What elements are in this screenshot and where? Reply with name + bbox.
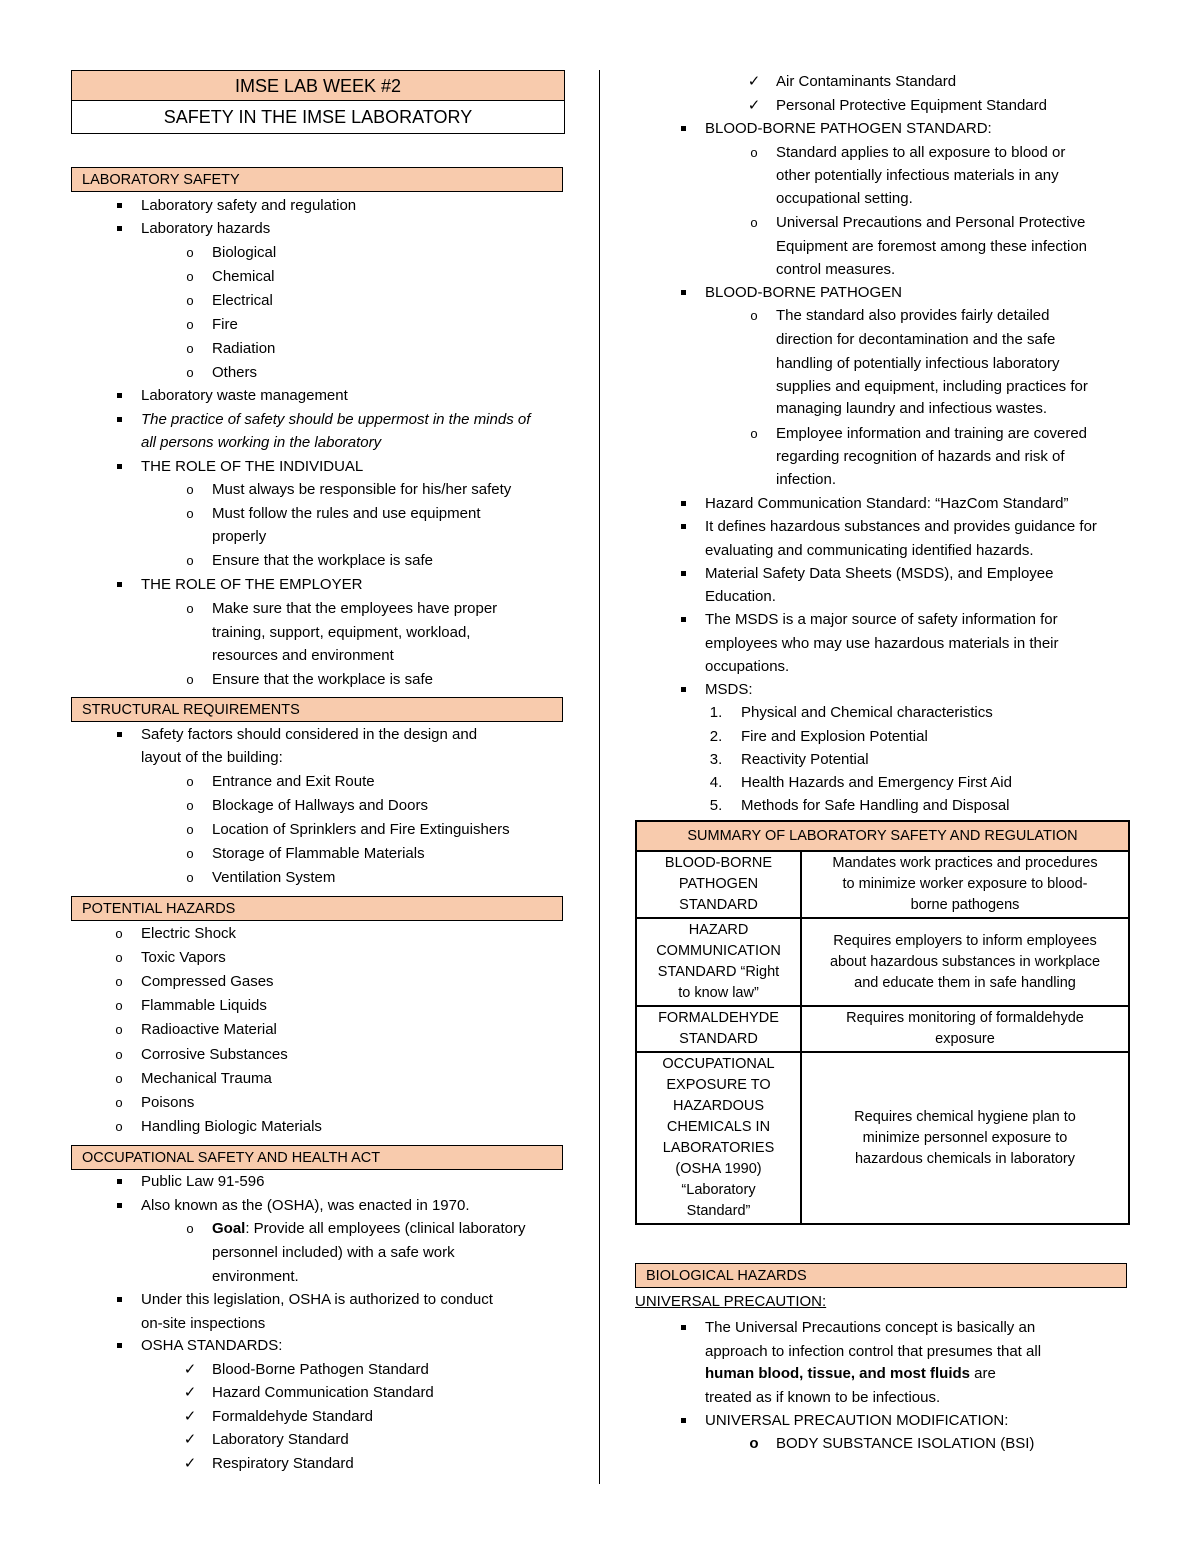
list-item: Entrance and Exit Route [212, 773, 375, 790]
square-bullet-icon [673, 1411, 693, 1423]
table-cell: Requires chemical hygiene plan to minimize personnel exposure to hazardous chemicals in laboratory [801, 1052, 1129, 1224]
square-bullet-icon [109, 1172, 129, 1184]
list-item: Fire and Explosion Potential [741, 728, 928, 745]
square-bullet-icon [673, 517, 693, 529]
list-item-continuation: direction for decontamination and the safe [776, 331, 1056, 348]
section-header-structural-requirements: STRUCTURAL REQUIREMENTS [71, 697, 563, 722]
subheading-universal-precaution: UNIVERSAL PRECAUTION: [635, 1293, 827, 1310]
circle-bullet-icon: o [115, 998, 123, 1013]
circle-bullet-icon: o [115, 1071, 123, 1086]
list-item: Reactivity Potential [741, 751, 869, 768]
checkmark-icon: ✓ [183, 1384, 197, 1401]
table-cell: Requires employers to inform employees about hazardous substances in workplace and educate them in safe handling [801, 918, 1129, 1006]
list-item: The practice of safety should be uppermost in the minds of [141, 411, 531, 428]
square-bullet-icon [673, 564, 693, 576]
list-item: Blood-Borne Pathogen Standard [212, 1361, 429, 1378]
circle-bullet-icon: o [115, 1047, 123, 1062]
list-item-continuation: employees who may use hazardous materials in their [705, 635, 1059, 652]
circle-bullet-icon: o [186, 482, 194, 497]
list-item: Laboratory hazards [141, 220, 271, 237]
list-item: The standard also provides fairly detailed [776, 307, 1050, 324]
circle-bullet-icon: o [186, 317, 194, 332]
list-item: The MSDS is a major source of safety information for [705, 611, 1058, 628]
circle-bullet-icon: o [115, 950, 123, 965]
circle-bullet-icon: o [750, 145, 758, 160]
list-item: Electric Shock [141, 925, 237, 942]
list-number: 2. [709, 728, 723, 745]
list-item: Laboratory safety and regulation [141, 197, 357, 214]
square-bullet-icon [109, 575, 129, 587]
square-bullet-icon [109, 386, 129, 398]
list-item: : Provide all employees (clinical laboratory [245, 1220, 526, 1237]
list-number: 5. [709, 797, 723, 814]
list-item-continuation: personnel included) with a safe work [212, 1244, 455, 1261]
table-row [636, 918, 1129, 1006]
list-item: UNIVERSAL PRECAUTION MODIFICATION: [705, 1412, 1009, 1429]
square-bullet-icon [673, 680, 693, 692]
list-item: Corrosive Substances [141, 1046, 288, 1063]
list-item: Laboratory waste management [141, 387, 348, 404]
list-item: Location of Sprinklers and Fire Extinguishers [212, 821, 510, 838]
list-item-continuation: on-site inspections [141, 1315, 266, 1332]
circle-bullet-icon: o [186, 293, 194, 308]
list-item: BODY SUBSTANCE ISOLATION (BSI) [776, 1435, 1035, 1452]
list-item-continuation: infection. [776, 471, 837, 488]
list-item: Handling Biologic Materials [141, 1118, 322, 1135]
list-item: Fire [212, 316, 238, 333]
checkmark-icon: ✓ [747, 97, 761, 114]
circle-bullet-icon: o [186, 798, 194, 813]
list-number: 3. [709, 751, 723, 768]
column-divider [599, 70, 600, 1484]
section-header-laboratory-safety: LABORATORY SAFETY [71, 167, 563, 192]
list-item: Biological [212, 244, 277, 261]
list-item: Toxic Vapors [141, 949, 226, 966]
list-item: Flammable Liquids [141, 997, 267, 1014]
list-item: Material Safety Data Sheets (MSDS), and Employee [705, 565, 1054, 582]
list-item: The Universal Precautions concept is basically an [705, 1319, 1036, 1336]
circle-bullet-icon: o [750, 308, 758, 323]
circle-bullet-icon: o [186, 774, 194, 789]
list-item: Employee information and training are covered [776, 425, 1088, 442]
list-item: It defines hazardous substances and provides guidance for [705, 518, 1097, 535]
list-item: BLOOD-BORNE PATHOGEN STANDARD: [705, 120, 992, 137]
circle-bullet-icon: o [186, 672, 194, 687]
list-item-continuation: Equipment are foremost among these infection [776, 238, 1088, 255]
list-item: Universal Precautions and Personal Protective [776, 214, 1086, 231]
list-item-continuation: managing laundry and infectious wastes. [776, 400, 1047, 417]
list-item: Mechanical Trauma [141, 1070, 272, 1087]
circle-bullet-icon: o [115, 1022, 123, 1037]
circle-bullet-icon: o [115, 1119, 123, 1134]
goal-label: Goal [212, 1220, 246, 1237]
checkmark-icon: ✓ [183, 1431, 197, 1448]
list-item: Blockage of Hallways and Doors [212, 797, 428, 814]
list-item: OSHA STANDARDS: [141, 1337, 283, 1354]
list-item: Personal Protective Equipment Standard [776, 97, 1047, 114]
list-number: 1. [709, 704, 723, 721]
list-item: Poisons [141, 1094, 195, 1111]
list-item: Electrical [212, 292, 273, 309]
circle-bullet-icon: o [750, 426, 758, 441]
checkmark-icon: ✓ [183, 1455, 197, 1472]
list-item: MSDS: [705, 681, 753, 698]
square-bullet-icon [109, 196, 129, 208]
circle-bullet-icon: o [186, 553, 194, 568]
checkmark-icon: ✓ [183, 1408, 197, 1425]
list-item: Compressed Gases [141, 973, 274, 990]
list-item: Storage of Flammable Materials [212, 845, 425, 862]
circle-bullet-icon: o [186, 341, 194, 356]
list-item-continuation: Education. [705, 588, 776, 605]
list-item: Radioactive Material [141, 1021, 277, 1038]
table-cell: BLOOD-BORNE PATHOGEN STANDARD [636, 851, 801, 918]
circle-bullet-icon: o [186, 365, 194, 380]
page-title: IMSE LAB WEEK #2 [71, 70, 565, 101]
square-bullet-icon [673, 494, 693, 506]
list-item-continuation: supplies and equipment, including practices for [776, 378, 1088, 395]
list-item: Hazard Communication Standard [212, 1384, 434, 1401]
list-item-continuation: all persons working in the laboratory [141, 434, 382, 451]
list-item: Health Hazards and Emergency First Aid [741, 774, 1012, 791]
section-header-biological-hazards: BIOLOGICAL HAZARDS [635, 1263, 1127, 1288]
list-item: Must always be responsible for his/her safety [212, 481, 512, 498]
circle-bullet-icon: o [186, 269, 194, 284]
square-bullet-icon [673, 1318, 693, 1330]
table-row [636, 1052, 1129, 1224]
square-bullet-icon [673, 610, 693, 622]
list-item: THE ROLE OF THE INDIVIDUAL [141, 458, 364, 475]
circle-bullet-icon: o [186, 506, 194, 521]
list-item: BLOOD-BORNE PATHOGEN [705, 284, 902, 301]
square-bullet-icon [109, 410, 129, 422]
list-item: Safety factors should considered in the design and [141, 726, 478, 743]
list-item-continuation: resources and environment [212, 647, 394, 664]
list-item: Laboratory Standard [212, 1431, 349, 1448]
table-cell: HAZARD COMMUNICATION STANDARD “Right to know law” [636, 918, 801, 1006]
checkmark-icon: ✓ [183, 1361, 197, 1378]
square-bullet-icon [109, 1290, 129, 1302]
square-bullet-icon [109, 219, 129, 231]
list-item-continuation: properly [212, 528, 267, 545]
list-item: Air Contaminants Standard [776, 73, 957, 90]
circle-bullet-icon: o [186, 870, 194, 885]
list-item: Standard applies to all exposure to blood or [776, 144, 1066, 161]
circle-bullet-icon: o [186, 822, 194, 837]
list-item: Must follow the rules and use equipment [212, 505, 481, 522]
list-item-continuation: layout of the building: [141, 749, 283, 766]
list-item: Respiratory Standard [212, 1455, 354, 1472]
table-cell: OCCUPATIONAL EXPOSURE TO HAZARDOUS CHEMICALS IN LABORATORIES (OSHA 1990) “Laboratory Standard” [636, 1052, 801, 1224]
section-header-potential-hazards: POTENTIAL HAZARDS [71, 896, 563, 921]
list-item: Under this legislation, OSHA is authorized to conduct [141, 1291, 493, 1308]
list-item-continuation: training, support, equipment, workload, [212, 624, 471, 641]
circle-bullet-icon: o [186, 245, 194, 260]
table-cell: FORMALDEHYDE STANDARD [636, 1006, 801, 1052]
list-item: Public Law 91-596 [141, 1173, 265, 1190]
table-row [636, 851, 1129, 918]
circle-bullet-icon: o [115, 1095, 123, 1110]
square-bullet-icon [109, 457, 129, 469]
list-item: Also known as the (OSHA), was enacted in 1970. [141, 1197, 470, 1214]
square-bullet-icon [673, 119, 693, 131]
circle-bullet-icon: o [186, 846, 194, 861]
list-item-continuation: treated as if known to be infectious. [705, 1389, 941, 1406]
circle-bullet-icon: o [115, 974, 123, 989]
table-row [636, 1006, 1129, 1052]
list-item-continuation: evaluating and communicating identified hazards. [705, 542, 1034, 559]
list-item: Ventilation System [212, 869, 336, 886]
list-item: Ensure that the workplace is safe [212, 671, 433, 688]
checkmark-icon: ✓ [747, 73, 761, 90]
section-header-osha: OCCUPATIONAL SAFETY AND HEALTH ACT [71, 1145, 563, 1170]
list-item: THE ROLE OF THE EMPLOYER [141, 576, 363, 593]
circle-bullet-icon: o [750, 215, 758, 230]
list-item: Others [212, 364, 258, 381]
list-item: Ensure that the workplace is safe [212, 552, 433, 569]
table-cell: Requires monitoring of formaldehyde exposure [801, 1006, 1129, 1052]
list-item-continuation: other potentially infectious materials in any [776, 167, 1059, 184]
square-bullet-icon [673, 283, 693, 295]
page-subtitle: SAFETY IN THE IMSE LABORATORY [71, 101, 565, 134]
list-number: 4. [709, 774, 723, 791]
circle-bullet-icon: o [749, 1435, 759, 1452]
list-item-continuation: approach to infection control that presumes that all [705, 1343, 1042, 1360]
summary-table [635, 820, 1130, 1225]
square-bullet-icon [109, 1196, 129, 1208]
list-item-continuation: control measures. [776, 261, 896, 278]
circle-bullet-icon: o [186, 1221, 194, 1236]
list-item: Radiation [212, 340, 276, 357]
list-item-continuation: occupations. [705, 658, 790, 675]
emphasis-text: human blood, tissue, and most fluids [705, 1365, 971, 1382]
summary-table-header: SUMMARY OF LABORATORY SAFETY AND REGULATION [636, 821, 1129, 851]
list-item: Formaldehyde Standard [212, 1408, 373, 1425]
list-item-continuation: are [970, 1365, 996, 1382]
list-item-continuation: handling of potentially infectious laboratory [776, 355, 1060, 372]
list-item-continuation: environment. [212, 1268, 299, 1285]
list-item: Make sure that the employees have proper [212, 600, 498, 617]
list-item: Hazard Communication Standard: “HazCom Standard” [705, 495, 1069, 512]
list-item-continuation: occupational setting. [776, 190, 913, 207]
list-item: Chemical [212, 268, 275, 285]
list-item-continuation: regarding recognition of hazards and risk of [776, 448, 1065, 465]
square-bullet-icon [109, 1336, 129, 1348]
list-item: Methods for Safe Handling and Disposal [741, 797, 1010, 814]
list-item: Physical and Chemical characteristics [741, 704, 993, 721]
circle-bullet-icon: o [186, 601, 194, 616]
table-cell: Mandates work practices and procedures to minimize worker exposure to blood- borne pathogens [801, 851, 1129, 918]
circle-bullet-icon: o [115, 926, 123, 941]
square-bullet-icon [109, 725, 129, 737]
